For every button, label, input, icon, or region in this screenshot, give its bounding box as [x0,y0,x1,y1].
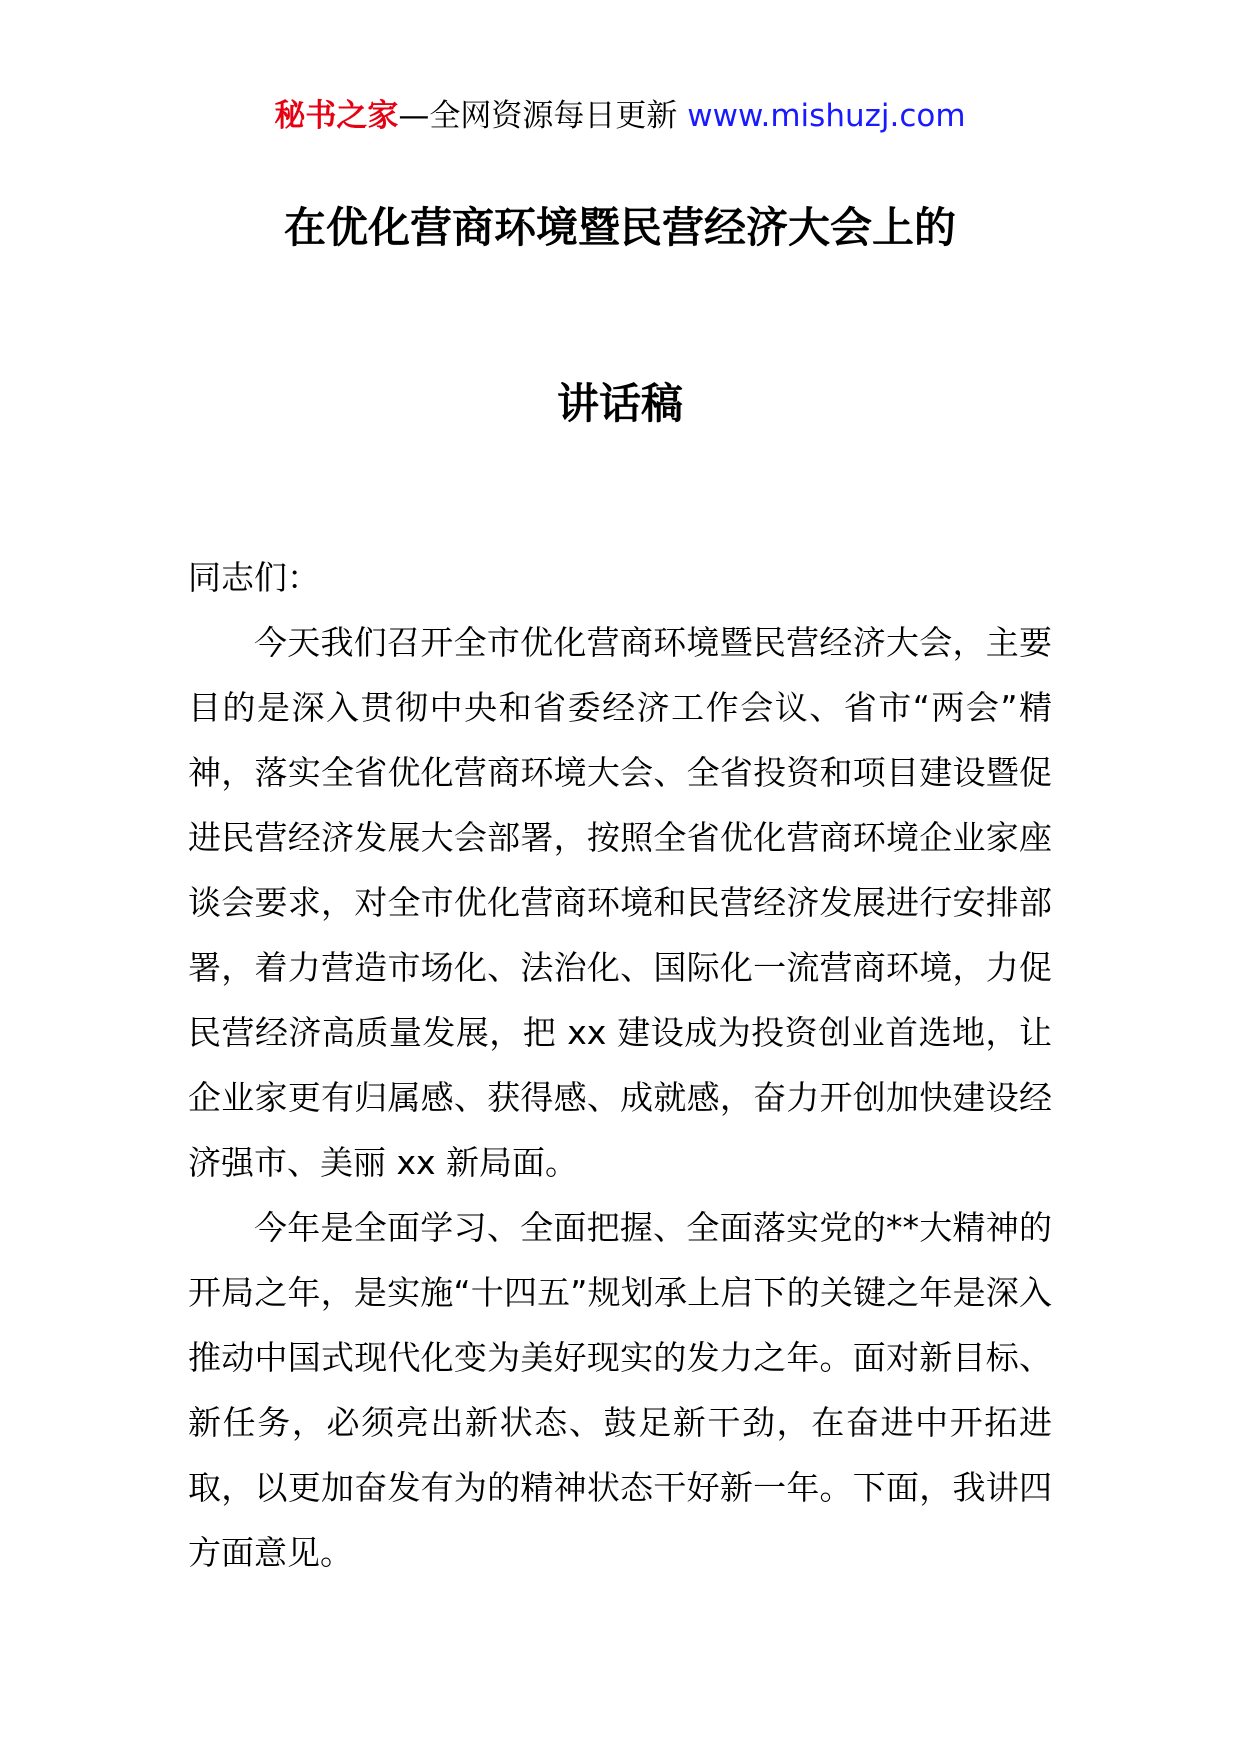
site-tagline: —全网资源每日更新 [398,98,678,134]
brand-name: 秘书之家 [274,98,399,134]
document-title-line-1: 在优化营商环境暨民营经济大会上的 [283,203,956,252]
salutation: 同志们： [188,558,320,597]
document-title-line-2: 讲话稿 [556,379,683,428]
site-header [0,96,1240,136]
site-url-link[interactable]: www.mishuzj.com [687,98,966,134]
paragraph-1: 今天我们召开全市优化营商环境暨民营经济大会，主要目的是深入贯彻中央和省委经济工作会议、省市“两会”精神，落实全省优化营商环境大会、全省投资和项目建设暨促进民营经济发展大会部署，按照全省优化营商环境企业家座谈会要求，对全市优化营商环境和民营经济发展进行安排部署，着力营造市场化、法治化、国际化一流营商环境，力促民营经济高质量发展，把 xx 建设成为投资创业首选地，让企业家更有归属感、获得感、成就感，奋力开创加快建设经济强市、美丽 xx 新局面。 [188,623,1052,1182]
paragraph-2: 今年是全面学习、全面把握、全面落实党的**大精神的开局之年，是实施“十四五”规划承上启下的关键之年是深入推动中国式现代化变为美好现实的发力之年。面对新目标、新任务，必须亮出新状态、鼓足新干劲，在奋进中开拓进取，以更加奋发有为的精神状态干好新一年。下面，我讲四方面意见。 [188,1208,1052,1572]
document-body [188,545,1052,1585]
